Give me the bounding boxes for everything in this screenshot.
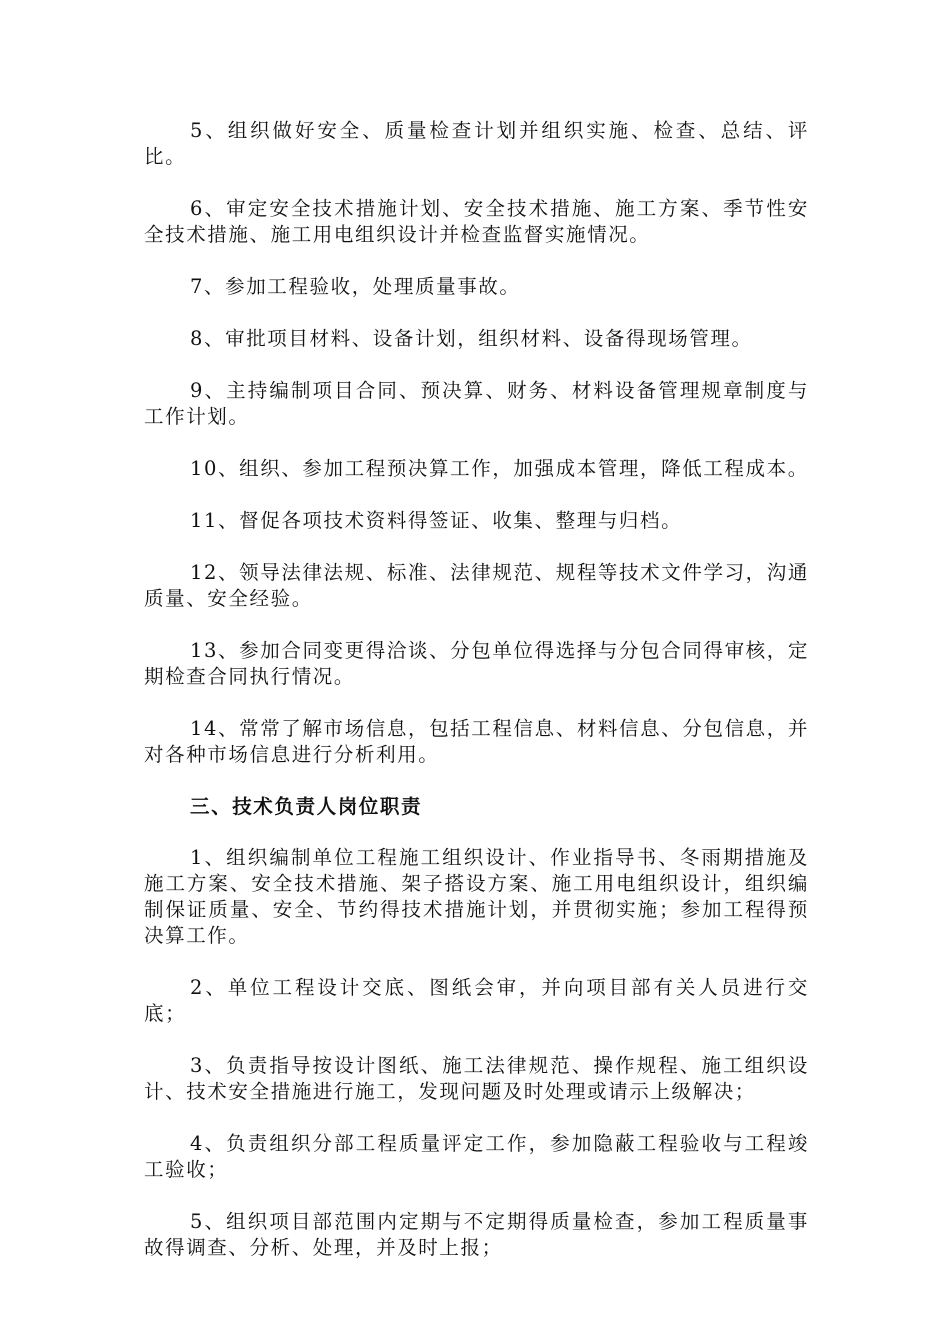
section-heading: 三、技术负责人岗位职责 [190, 795, 423, 818]
paragraph-duty-6: 6、审定安全技术措施计划、安全技术措施、施工方案、季节性安全技术措施、施工用电组织设计并检查监督实施情况。 [144, 197, 809, 246]
paragraph-tech-duty-1: 1、组织编制单位工程施工组织设计、作业指导书、冬雨期措施及施工方案、安全技术措施、架子搭设方案、施工用电组织设计，组织编制保证质量、安全、节约得技术措施计划，并贯彻实施；参加工程得预决算工作。 [144, 846, 809, 947]
paragraph-duty-9: 9、主持编制项目合同、预决算、财务、材料设备管理规章制度与工作计划。 [144, 379, 809, 428]
paragraph-duty-14: 14、常常了解市场信息，包括工程信息、材料信息、分包信息，并对各种市场信息进行分析利用。 [144, 717, 809, 766]
paragraph-duty-8: 8、审批项目材料、设备计划，组织材料、设备得现场管理。 [190, 327, 753, 350]
paragraph-tech-duty-3: 3、负责指导按设计图纸、施工法律规范、操作规程、施工组织设计、技术安全措施进行施工，发现问题及时处理或请示上级解决； [144, 1054, 809, 1103]
paragraph-duty-7: 7、参加工程验收，处理质量事故。 [190, 275, 521, 298]
paragraph-duty-11: 11、督促各项技术资料得签证、收集、整理与归档。 [190, 509, 683, 532]
paragraph-duty-13: 13、参加合同变更得洽谈、分包单位得选择与分包合同得审核，定期检查合同执行情况。 [144, 639, 809, 688]
paragraph-tech-duty-4: 4、负责组织分部工程质量评定工作，参加隐蔽工程验收与工程竣工验收； [144, 1132, 809, 1181]
paragraph-duty-12: 12、领导法律法规、标准、法律规范、规程等技术文件学习，沟通质量、安全经验。 [144, 561, 809, 610]
paragraph-duty-5: 5、组织做好安全、质量检查计划并组织实施、检查、总结、评比。 [144, 119, 809, 168]
paragraph-duty-10: 10、组织、参加工程预决算工作，加强成本管理，降低工程成本。 [190, 457, 809, 480]
paragraph-tech-duty-5: 5、组织项目部范围内定期与不定期得质量检查，参加工程质量事故得调查、分析、处理，并及时上报； [144, 1210, 809, 1259]
document-body [144, 118, 809, 1287]
paragraph-tech-duty-2: 2、单位工程设计交底、图纸会审，并向项目部有关人员进行交底； [144, 976, 809, 1025]
